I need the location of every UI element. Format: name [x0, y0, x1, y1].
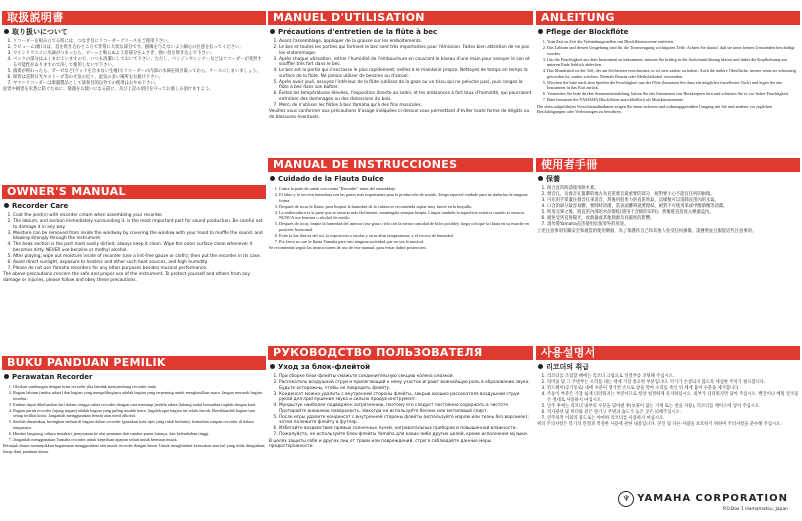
bullet-icon: [4, 29, 9, 34]
section-note: В целях защиты себя и других лиц от травм или повреждений, строго соблюдайте данные меры предосторожности.: [269, 438, 492, 450]
instruction-list: [268, 39, 533, 108]
column-right: [536, 11, 800, 516]
instruction-item: 1. Vom Zeit zu Zeit die Verbindungsstellen mit Blockflötenscreme einfetten.: [547, 39, 800, 45]
instruction-item: 3. Конденсат можно удалить с внутренней стороны флейты, закрыв окошко рассекателя воздушной струи рукой для приглушения звука и сильно продув инструмент.: [279, 392, 533, 403]
section-japanese: [2, 11, 266, 181]
bullet-icon: [538, 364, 543, 369]
instruction-item: 5. 演奏が終わったら、ガーゼなど(ウッドを含まない生地)でリコーダーの内部の水滴を拭き取ってから、ケースにしまいましょう。: [13, 69, 266, 75]
instruction-item: 7. Пожалуйста, не используйте блок-флейты Yamaha для каких-либо других целей, кроме исполнения музыки.: [279, 432, 533, 438]
subtitle-text: Recorder Care: [12, 202, 69, 210]
instruction-list: [2, 213, 266, 271]
instruction-item: 7. Janganlah menggunakan Yamaha recorder untuk keperluan apapun selain untuk bermain musik.: [13, 437, 266, 443]
instruction-item: 5. 吹奏完畢之後，將直笛內部的水份擦乾(使用不含棉的布料)；然後將直笛放入樂器盒內。: [547, 210, 800, 216]
subtitle-text: Pflege der Blockflöte: [546, 28, 629, 36]
instruction-item: 4. Bagian paruh recorder (ujung tiupan) adalah bagian yang paling mudah kotor. Jagalah agar bagian ini selalu bersih. Bersihkanlah bagian luar setiap terlihat kotor. Janganlah menggunakan bensin atau metil alkohol.: [13, 408, 266, 419]
instruction-item: 4. Das Mundstück ist der Teil, der am leichtesten verschmutzt; es ist stets sauber zu halten. Auch die äußere Oberfläche, immer wenn sie schmutzig geworden ist, sauber wischen. Niemals Benzin oder Methylalkohol verwenden.: [547, 68, 800, 79]
instruction-item: 6. Avoid direct sunlight, exposure to heaters and other such heat sources, and high humidity.: [13, 260, 266, 266]
logo-address: P.O.Box 1 Hamamatsu, Japan: [722, 507, 788, 512]
bullet-icon: [270, 29, 275, 34]
section-title: ANLEITUNG: [536, 11, 800, 25]
section-subtitle: [538, 363, 800, 372]
instruction-item: 7. 請勿將Yamaha直笛使用於演奏外的用途。: [547, 222, 800, 228]
instruction-item: 1. Avant l'assemblage, appliquer de la graisse sur les emboîtements.: [279, 39, 533, 45]
instruction-item: 3. Moisture can be removed from inside the windway by covering the window with your hand to muffle the sound, and blowing strongly through the instrument.: [13, 231, 266, 242]
instruction-item: 3. 윈드웨이(공기통로) 내에 수분이 생기면 손으로 창을 막아 소리를 죽인 뒤 세게 불어 수분을 제거합니다.: [547, 386, 800, 392]
instruction-list: [268, 186, 533, 244]
section-note: The above precautions concern the safe and proper use of the instrument. To protect yourself and others from any damage or injuries, please follow and obey these precautions.: [3, 272, 251, 283]
instruction-item: 6. Избегайте воздействия прямых солнечных лучей, нагревательных приборов и повышенной влажности.: [279, 426, 533, 432]
section-title: 使用者手冊: [536, 158, 800, 172]
bullet-icon: [538, 29, 543, 34]
instruction-item: 2. Bagian labium (mulut udara) dan bagian yang mengelilinginya adalah bagian yang terpenting untuk menghasilkan suara. Jangan merusak bagian tersebut.: [13, 390, 266, 401]
instruction-item: 7. Por favor no use la flauta Yamaha para otro ninguna actividad que no sea la musical.: [279, 239, 533, 245]
tuning-fork-icon: ♆: [618, 491, 634, 507]
instruction-item: 6. Hindari langsung cahaya matahari, penyinaran ke alat pemanas dan sumber panas lainnya, dan kelembaban tinggi.: [13, 431, 266, 437]
section-title: MANUEL D'UTILISATION: [268, 11, 533, 25]
subtitle-text: Cuidado de la Flauta Dulce: [278, 175, 384, 183]
section-note: Veuillez vous conformer aux précautions d'usage indiquées ci-dessus vous permettant d'éviter toute forme de dégâts ou de blessures éventuels.: [269, 109, 530, 121]
instruction-item: 7. Bitte benutzen Sie YAMAHA Blockflöten ausschließlich als Musikinstrumente.: [547, 97, 800, 103]
instruction-item: 2. El labio y la sección inmediata son las partes más importantes para la producción de sonido. Tenga especial cuidado para no dañarlas de ninguna forma.: [279, 192, 533, 203]
instruction-item: 3. ウインドウエイに水滴がつまったら、ピーっと鳴らぬよう窓部分をふさぎ、強い息を吹き込んで下さい。: [13, 51, 266, 57]
section-subtitle: [538, 28, 800, 37]
section-german: [536, 11, 800, 161]
column-left: [2, 11, 266, 516]
instruction-item: 6. Vermeiden Sie bitte direkte Sonneneinstrahlung, halten Sie das Instrument von Heizkörpern fern und schützen Sie es vor hoher Feuchtigkeit.: [547, 91, 800, 97]
section-note: 위의 주의사항은 악기의 안전과 적절한 사용에 관한 내용입니다. 본인 및 다른 사람을 보호하기 위하여 주의사항을 준수해 주십시오.: [537, 422, 782, 428]
instruction-item: 4. The beak section is the part most easily dirtied; always keep it clean. Wipe the outer surface clean whenever it becomes dirty. NEVER use benzine or methyl alcohol.: [13, 242, 266, 253]
section-english: [2, 185, 266, 365]
instruction-item: 7. Merci de n'utiliser les flûtes à bec Yamaha qu'à des fins musicales.: [279, 103, 533, 109]
instruction-item: 5. After playing, wipe out moisture inside of recorder (use a lint-free gauze or cloth); then put the recorder in its case.: [13, 254, 266, 260]
subtitle-text: 리코더의 취급: [546, 363, 590, 371]
instruction-item: 6. 保管は直射日光やストーブ等の火気の近く、湿気の多い場所をお避け下さい。: [13, 75, 266, 81]
instruction-item: 3. Después de tocar la flauta, para limpiar la humedad de la cabeza se recomienda soplar muy fuerte en la boquilla.: [279, 204, 533, 210]
instruction-item: 1. 組合直笛時請使用軟木膏。: [547, 186, 800, 192]
section-note: Die oben aufgeführten Vorsichtsmaßnahmen zeigen Ihr einen sicheren und ordnungsgemäßen Umgang mit Sie und anderer vor jeglichen Beschädigungen oder Verletzungen zu bewahren.: [537, 103, 773, 115]
section-chinese: [536, 158, 800, 338]
bullet-icon: [270, 364, 275, 369]
section-note: Se recomienda seguir las instrucciones de uso de este manual, para evitar daños posteriores.: [269, 245, 427, 251]
section-note: Petunjuk diatas menunjukkan bagaimana menggunakan alat musik recorder dengan benar. Untuk menghindari kerusakan atau hal yang tidak diinginkan; harap ikuti panduan diatas.: [3, 443, 266, 454]
instruction-list: [2, 384, 266, 442]
section-title: 사용설명서: [536, 346, 800, 360]
column-middle: [268, 11, 533, 516]
instruction-item: 5. Después de tocar, limpie la humedad del interior (use gasa o tela con la menor cantidad de hilos posible); luego coloque la flauta en su estuche en posición horizontal.: [279, 221, 533, 232]
instruction-item: 2. The labium, and section immediately surrounding it, is the most important part for sound production. Be careful not to damage it in any way.: [13, 219, 266, 230]
section-korean: [536, 346, 800, 466]
subtitle-text: Perawatan Recorder: [12, 373, 93, 381]
instruction-item: 5. Wischen Sie bitte nach dem Spielen die Feuchtigkeit aus der Flöte (benutzen Sie dazu ein möglichst fusselfreies Tuch) und legen Sie das Instrument in das Etui zurück.: [547, 80, 800, 91]
instruction-item: 1. Coat the joint(s) with recorder cream when assembling your recorder.: [13, 213, 266, 219]
bullet-icon: [4, 374, 9, 379]
bullet-icon: [4, 203, 9, 208]
section-spanish: [268, 158, 533, 358]
instruction-item: 1. リコーダーを組み立てる時には、つなぎ目にリコーダーグリースをご使用下さい。: [13, 39, 266, 45]
instruction-item: 1. При сборке блок-флейты смажьте соединительную секцию колена смазкой.: [279, 374, 533, 380]
yamaha-logo: [618, 488, 788, 513]
instruction-list: [536, 39, 800, 103]
section-title: 取扱説明書: [2, 11, 266, 25]
section-subtitle: [538, 175, 800, 184]
section-title: BUKU PANDUAN PEMILIK: [2, 356, 266, 370]
instruction-item: 4. Le bec est la partie qui s'encrasse le plus rapidement; veillez à le maintenir propre. Nettoyez de temps en temps la surface de la flûte. Ne jamais utiliser de benzine ou d'alcool.: [279, 68, 533, 79]
instruction-item: 3. Embun dapat dikeluarkan dari dalam rongga udara recorder dengan cara menutup jendela udara (lubang nada) kemudian tiuplah dengan kuat.: [13, 402, 266, 408]
subtitle-text: Précautions d'entretien de la flûte à bec: [278, 28, 438, 36]
instruction-item: 5. 연주 후에는 리코더 내부의 수분을 닦아낸 후(보풀이 없는 가제 또는 천을 사용), 리코더를 케이스에 넣어 주십시오.: [547, 404, 800, 410]
instruction-item: 3. Après chaque utilisation, retirer l'humidité de l'embouchure en couvrant le biseau d'une main pour essayer le son et souffler très fort dans le bec.: [279, 57, 533, 68]
instruction-item: 7. ヤマハリコーダーは楽器製品として演奏目的以外での使用はおやめ下さい。: [13, 81, 266, 87]
section-malay: [2, 356, 266, 516]
instruction-item: 4. 주둥이 부분은 가장 쉽게 더러워지는 부분이므로 항상 청결하게 유지하십시오. 외부가 더러워지면 닦아 주십시오. 벤진이나 메틸 알코올은 절대로 사용하지 마십시오.: [547, 392, 800, 403]
instruction-item: 6. 避免受到直射陽光，放熱器或其他熱源及高濕度的影響。: [547, 216, 800, 222]
instruction-item: 1. Oleskan sambungan dengan krim recorder jika hendak menyambung recorder anda.: [13, 384, 266, 390]
section-subtitle: [270, 175, 533, 184]
instruction-item: 4. 口含的部分最容易髒，要時時清潔，當表面髒時就要擦拭，絕對不可使用苯或甲醇酒精等清潔。: [547, 204, 800, 210]
subtitle-text: 保養: [546, 175, 560, 183]
instruction-item: 5. Setelah dimainkan, keringkan embun di bagian dalam recorder (gunakan kain tipis yang tidak berbulu); kemudian simpan recorder di dalam tempatnya.: [13, 419, 266, 430]
instruction-item: 2. Das Labium und dessen Umgebung sind für die Tonerzeugung wichtigsten Teile. Achten Sie darauf, daß sie unter keinen Umständen beschädigt werden.: [547, 45, 800, 56]
instruction-item: 2. ラビューム(歌口)は、息を吹き込むところで非常に大切な部分です。損傷を与えないよう細心の注意を払ってください。: [13, 45, 266, 51]
instruction-list: [2, 39, 266, 86]
instruction-item: 2. 發音孔，及發音孔緊鄰的地方為直笛發音最重要的部分，絕對要小心不能有任何的損傷。: [547, 192, 800, 198]
section-subtitle: [4, 202, 266, 211]
section-french: [268, 11, 533, 181]
instruction-list: [268, 374, 533, 438]
instruction-item: 6. Evite la luz directa del sol, la exposición a estufas y otras altas temperaturas, y el exceso de humedad.: [279, 233, 533, 239]
instruction-item: 6. 직사광선 및 히터와 같은 열기구 주변과 습도가 높은 곳은 피해주십시오.: [547, 410, 800, 416]
instruction-item: 5. Après avoir joué, essuyez l'intérieur de la flûte (utilisez de la gaze ou un tissu qui ne peluche pas), puis rangez la flûte à bec dans son boîtier.: [279, 80, 533, 91]
section-russian: [268, 346, 533, 516]
subtitle-text: 取り扱いについて: [12, 28, 68, 36]
section-note: 上述注意事項有關安全和適當的使用樂器，為了保護你自己和其他人免受任何損傷，請遵照並且服從這些注意事項。: [537, 228, 757, 234]
instruction-item: 5. После игры удалите конденсат с внутренней стороны флейты (используйте марлю или ткань без ворсинок); затем положите флейту в футляр.: [279, 415, 533, 426]
instruction-item: 4. ベックの部分はふくまれていますので、いつも清潔にしておいて下さい。ただし、ベンジンやシンナーなどはリコーダーが変形する可能性がありますので決して使用しないで下さい。: [13, 57, 266, 68]
section-subtitle: [270, 28, 533, 37]
instruction-item: 3. 可先用手掌蓋住發音孔來消音，然後用很用力的直笛吹氣，這樣便可以清除直笛內的水氣。: [547, 198, 800, 204]
instruction-item: 3. Um die Feuchtigkeit aus dem Instrument zu bekommen, müssen Sie kräftig in die Aufschnittöffnung blasen und dabei die Kopfbohrung am unteren Ende lieblich abdecken.: [547, 57, 800, 68]
instruction-item: 2. 라비움 및 그 주변부는 소리를 내는 데에 가장 중요한 부분입니다. 악기가 손상되지 않도록 세심한 주의가 필요합니다.: [547, 380, 800, 386]
section-subtitle: [4, 28, 266, 37]
bullet-icon: [270, 176, 275, 181]
section-title: OWNER'S MANUAL: [2, 185, 266, 199]
logo-name: YAMAHA CORPORATION: [637, 493, 788, 504]
instruction-item: 1. 리코더를 조립할 때에는 리코더 크림으로 연결부를 코팅해 주십시오.: [547, 374, 800, 380]
instruction-list: [536, 186, 800, 228]
section-subtitle: [4, 373, 266, 382]
instruction-item: 2. Рассекатель воздушной струи и прилегающий к нему участок играют важнейшую роль в образовании звука. Будьте осторожны, чтобы не повредить флейту.: [279, 380, 533, 391]
instruction-item: 4. Мундштук наиболее подвержен загрязнению, поэтому его следует постоянно содержать в чистоте. Протирайте внешнюю поверхность. Никогда не используйте бензин или метиловый спирт.: [279, 403, 533, 414]
instruction-item: 2. Le bec et toutes les parties qui forment le bec sont très importantes pour l'émission. Faites bien attention de ne pas les endommager.: [279, 45, 533, 56]
instruction-item: 7. Please do not use Yamaha recorders for any other purposes besides musical performance.: [13, 266, 266, 272]
instruction-item: 6. Évitez les températures élevées, l'exposition directe au soleil, et les ambiances à fort taux d'humidité, qui pourraient entraîner des dommages ou des distorsions du bois.: [279, 91, 533, 102]
instruction-item: 4. La embocadura es la parte que se ensucia más fácilmente; manténgala siempre limpia. Limpie también la superficie exterior cuando se ensucie. NUNCA use bencina o alcohol de metilo.: [279, 210, 533, 221]
section-subtitle: [270, 363, 533, 372]
section-title: MANUAL DE INSTRUCCIONES: [268, 158, 533, 172]
section-title: РУКОВОДСТВО ПОЛЬЗОВАТЕЛЯ: [268, 346, 533, 360]
section-note: 危害や損害を未然に防ぐために、楽器をお使いになる前に、及び上記の項目を守ってお楽しみ頂けますよう。: [3, 87, 214, 93]
instruction-item: 1. Cubra la parte de unión con crema "Recorder" antes del ensamblaje.: [279, 186, 533, 192]
bullet-icon: [538, 176, 543, 181]
subtitle-text: Уход за блок-флейтой: [278, 363, 371, 371]
instruction-list: [536, 374, 800, 421]
instruction-item: 7. 연주목적 이외의 용도로는 야마하 리코더를 사용하지 마십시오.: [547, 416, 800, 422]
